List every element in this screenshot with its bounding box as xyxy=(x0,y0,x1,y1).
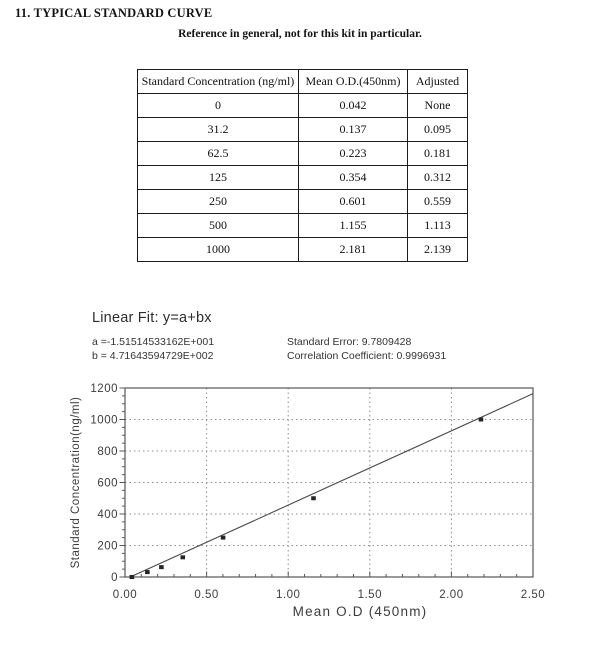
table-cell: 125 xyxy=(138,166,299,190)
data-point xyxy=(130,575,135,579)
table-row xyxy=(138,94,468,118)
y-tick-label: 1200 xyxy=(90,383,118,395)
x-tick-label: 2.00 xyxy=(439,589,464,601)
y-tick-label: 400 xyxy=(97,509,118,521)
column-header: Standard Concentration (ng/ml) xyxy=(138,70,299,94)
data-point xyxy=(145,570,150,574)
table-cell: 1000 xyxy=(138,238,299,262)
table-header-row xyxy=(138,70,468,94)
table-row xyxy=(138,238,468,262)
table-row xyxy=(138,118,468,142)
x-tick-label: 0.50 xyxy=(194,589,219,601)
correlation-coefficient-value: Correlation Coefficient: 0.9996931 xyxy=(287,350,447,362)
table-cell: 250 xyxy=(138,190,299,214)
x-tick-label: 0.00 xyxy=(112,589,138,601)
data-point xyxy=(180,555,185,559)
table-cell: 0.181 xyxy=(408,142,468,166)
table-cell: 31.2 xyxy=(138,118,299,142)
table-cell: 2.181 xyxy=(299,238,408,262)
standard-error-value: Standard Error: 9.7809428 xyxy=(287,336,412,348)
table-cell: 1.113 xyxy=(408,214,468,238)
column-header: Adjusted xyxy=(408,70,468,94)
linear-fit-title: Linear Fit: y=a+bx xyxy=(92,310,212,326)
y-tick-label: 800 xyxy=(97,446,118,458)
x-tick-label: 1.00 xyxy=(276,589,301,601)
table-cell: None xyxy=(408,94,468,118)
table-row xyxy=(138,214,468,238)
table-cell: 0.601 xyxy=(299,190,408,214)
column-header: Mean O.D.(450nm) xyxy=(299,70,408,94)
data-point xyxy=(221,536,226,540)
table-row xyxy=(138,142,468,166)
table-cell: 0.354 xyxy=(299,166,408,190)
table-cell: 0.042 xyxy=(299,94,408,118)
y-tick-label: 0 xyxy=(111,572,118,584)
x-tick-label: 1.50 xyxy=(357,589,382,601)
table-cell: 0.312 xyxy=(408,166,468,190)
table-cell: 0.095 xyxy=(408,118,468,142)
table-row xyxy=(138,190,468,214)
fit-coefficient-a: a =-1.51514533162E+001 xyxy=(92,336,215,348)
y-tick-label: 1000 xyxy=(90,414,118,427)
table-cell: 500 xyxy=(138,214,299,238)
y-tick-label: 200 xyxy=(97,540,118,553)
reference-note: Reference in general, not for this kit in particular. xyxy=(178,28,422,40)
table-cell: 62.5 xyxy=(138,142,299,166)
y-tick-label: 600 xyxy=(97,477,118,490)
standard-curve-table xyxy=(137,69,468,262)
x-tick-label: 2.50 xyxy=(520,589,546,601)
table-cell: 0.223 xyxy=(299,142,408,166)
section-heading: 11. TYPICAL STANDARD CURVE xyxy=(15,6,213,20)
table-row xyxy=(138,166,468,190)
x-axis-label: Mean O.D (450nm) xyxy=(292,604,428,619)
table-cell: 1.155 xyxy=(299,214,408,238)
table-cell: 0.559 xyxy=(408,190,468,214)
table-cell: 0 xyxy=(138,94,299,118)
fit-coefficient-b: b = 4.71643594729E+002 xyxy=(92,350,214,362)
table-header xyxy=(138,70,468,94)
fit-line xyxy=(130,394,533,577)
standard-curve-chart xyxy=(0,376,600,650)
table-body xyxy=(138,94,468,262)
data-point xyxy=(479,418,484,422)
table-cell: 0.137 xyxy=(299,118,408,142)
y-axis-label: Standard Concentration(ng/ml) xyxy=(70,396,82,569)
table-cell: 2.139 xyxy=(408,238,468,262)
data-point xyxy=(311,496,316,500)
data-point xyxy=(159,565,164,569)
